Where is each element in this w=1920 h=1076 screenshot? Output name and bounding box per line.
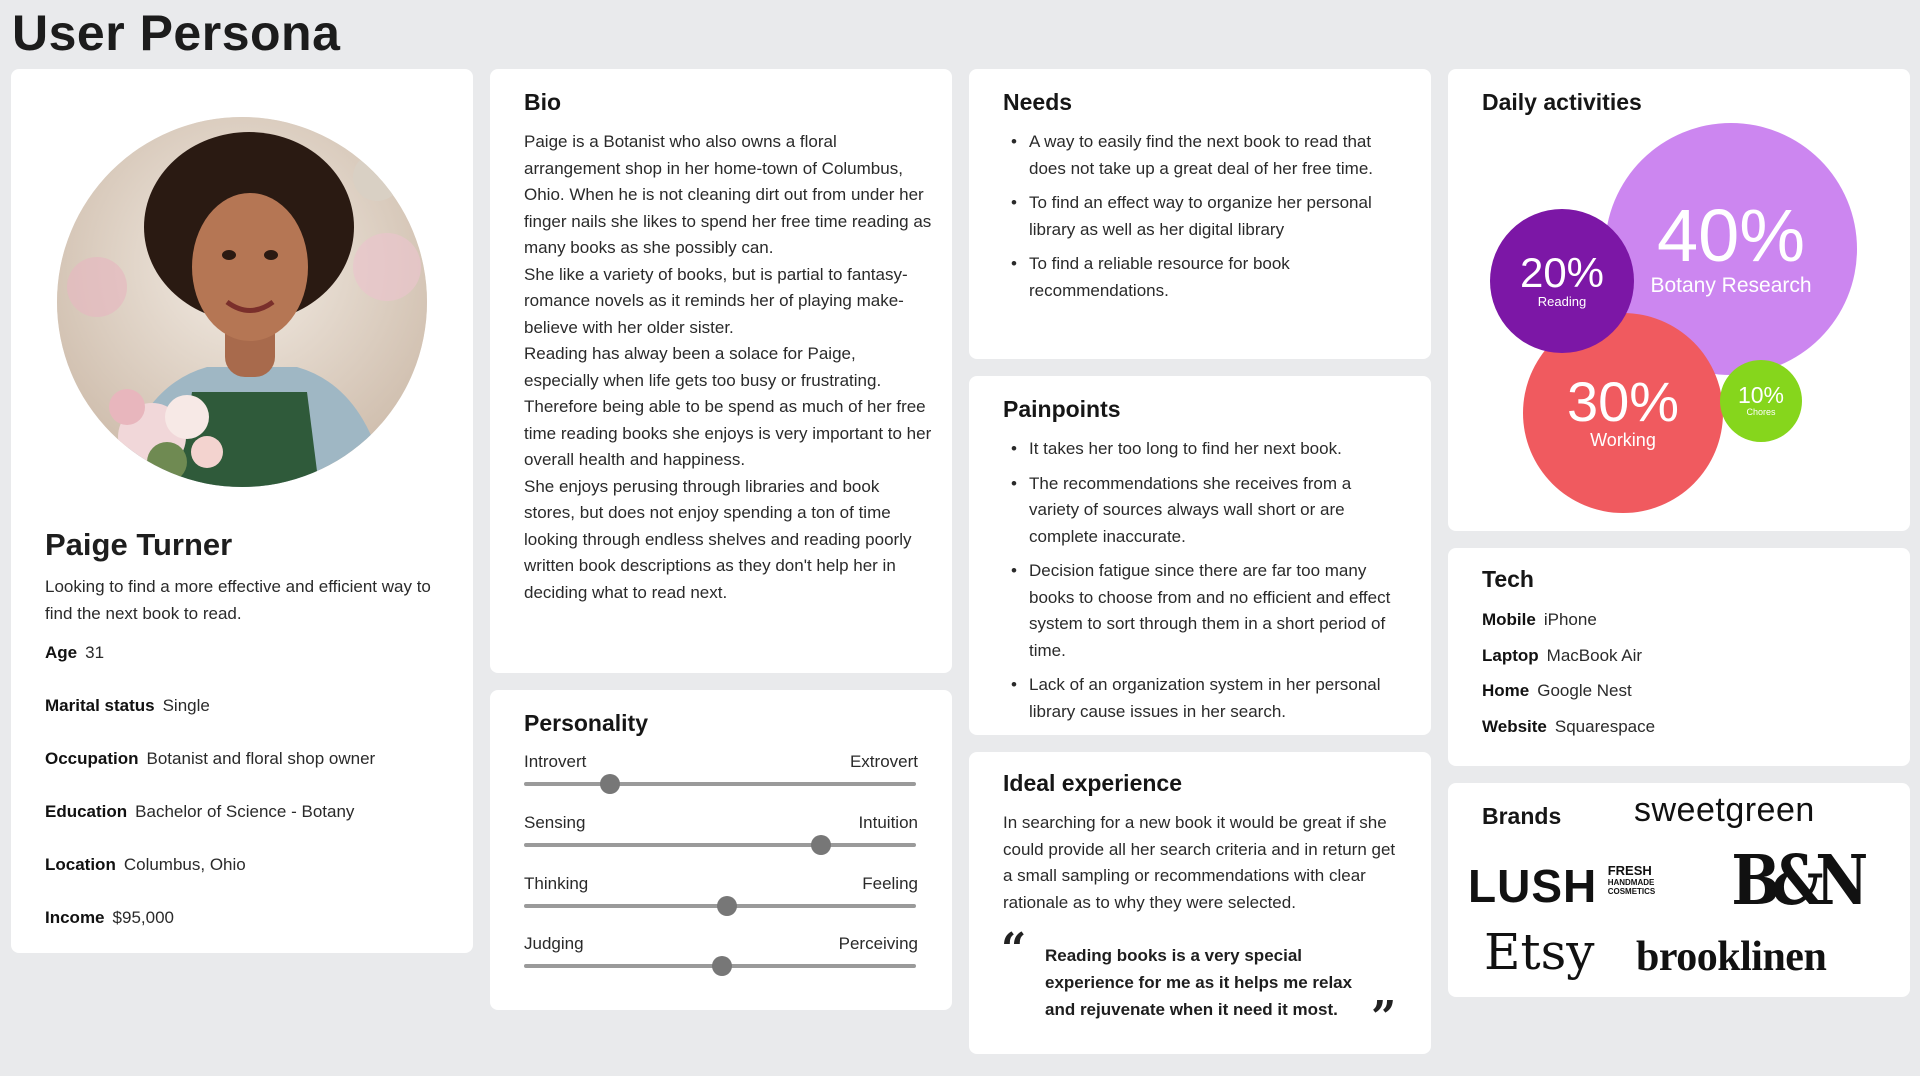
fact-value: 31 (85, 643, 105, 662)
tech-card (1448, 548, 1910, 766)
tech-home (1482, 681, 1655, 717)
list-item: • Lack of an organization system in her personal library cause issues in her search. (1003, 672, 1403, 725)
scale-left-label: Thinking (524, 874, 589, 893)
scale-right-label: Extrovert (849, 752, 918, 771)
open-quote-icon: “ (1001, 924, 1027, 975)
scale-left-label: Introvert (524, 752, 587, 771)
daily-activities-card (1448, 69, 1910, 531)
profile-card (11, 69, 473, 953)
tech-mobile (1482, 610, 1655, 646)
scale-right-label: Intuition (858, 813, 918, 832)
list-item: • Decision fatigue since there are far too many books to choose from and no efficient and effect system to sort through them in a short period of time. (1003, 558, 1403, 664)
daily-heading: Daily activities (1482, 89, 1642, 115)
painpoints-heading: Painpoints (1003, 396, 1121, 422)
tech-laptop (1482, 646, 1655, 682)
close-quote-icon: ” (1371, 992, 1397, 1043)
personality-scale (524, 934, 918, 954)
bio-paragraph: She like a variety of books, but is partial to fantasy-romance novels as it reminds her of playing make-believe with her older sister. (524, 264, 908, 337)
tech-value: Squarespace (1554, 716, 1656, 736)
activity-bubble-reading (1490, 209, 1634, 353)
list-item: • The recommendations she receives from a variety of sources always wall short or are complete inaccurate. (1003, 471, 1403, 551)
lush-wordmark: LUSH (1468, 860, 1598, 912)
lush-sub-line: FRESH (1607, 863, 1652, 878)
fact-value: Single (162, 696, 210, 715)
persona-name: Paige Turner (45, 527, 233, 562)
fact-value: Columbus, Ohio (123, 855, 246, 874)
fact-label: Occupation (45, 749, 139, 768)
lush-subtext (1608, 864, 1656, 896)
tech-label: Home (1482, 681, 1530, 700)
list-item: • It takes her too long to find her next book. (1003, 436, 1403, 463)
tech-label: Mobile (1482, 610, 1536, 629)
painpoints-card (969, 376, 1431, 735)
tech-value: Google Nest (1537, 681, 1632, 700)
bio-card (490, 69, 952, 673)
personality-heading: Personality (524, 710, 648, 736)
fact-marital-status (45, 696, 375, 749)
tech-label: Website (1482, 716, 1547, 736)
needs-list (1003, 129, 1403, 312)
bio-paragraph: Reading has alway been a solace for Paige, especially when life gets too busy or frustrating. Therefore being able to be spend as much of her free time reading books she enjoys is very important to her overall health and happiness. (524, 344, 932, 469)
scale-track (524, 782, 916, 786)
personality-scale (524, 813, 918, 833)
ideal-text: In searching for a new book it would be great if she could provide all her search criteria and in return get a small sampling or recommendations with clear rationale as to why they were selected. (1003, 813, 1396, 912)
fact-label: Income (45, 908, 105, 927)
scale-knob[interactable] (811, 835, 831, 855)
activity-percent: 30% (1566, 370, 1680, 434)
list-item: • A way to easily find the next book to read that does not take up a great deal of her free time. (1003, 129, 1403, 182)
persona-facts (45, 643, 375, 961)
list-item: • To find an effect way to organize her personal library as well as her digital library (1003, 190, 1403, 243)
scale-track (524, 904, 916, 908)
fact-label: Education (45, 802, 128, 821)
ideal-experience-card (969, 752, 1431, 1054)
personality-card (490, 690, 952, 1010)
brands-heading: Brands (1482, 803, 1562, 829)
fact-label: Age (45, 643, 78, 662)
scale-left-label: Sensing (524, 813, 586, 832)
scale-track (524, 964, 916, 968)
activity-percent: 40% (1656, 194, 1806, 278)
activity-bubble-chores (1720, 360, 1802, 442)
persona-tagline: Looking to find a more effective and efficient way to find the next book to read. (45, 577, 431, 623)
brands-card (1448, 783, 1910, 997)
activity-percent: 20% (1519, 249, 1605, 297)
tech-list (1482, 610, 1655, 752)
painpoints-list (1003, 436, 1403, 733)
brand-logo-brooklinen: brooklinen (1636, 934, 1827, 980)
persona-quote: Reading books is a very special experience for me as it helps me relax and rejuvenate when it need it most. (1045, 946, 1353, 1019)
persona-photo (57, 117, 427, 487)
tech-heading: Tech (1482, 566, 1534, 592)
personality-scale (524, 752, 918, 772)
personality-scale (524, 874, 918, 894)
tech-value: MacBook Air (1546, 645, 1643, 665)
brand-logo-barnes-noble: B&N (1731, 841, 1860, 921)
scale-knob[interactable] (717, 896, 737, 916)
scale-left-label: Judging (524, 934, 584, 953)
fact-value: Botanist and floral shop owner (146, 749, 376, 768)
needs-heading: Needs (1003, 89, 1073, 115)
brand-logo-sweetgreen: sweetgreen (1634, 791, 1815, 829)
tech-website (1482, 717, 1655, 753)
scale-right-label: Feeling (862, 874, 918, 893)
page-title: User Persona (12, 5, 341, 61)
list-item: • To find a reliable resource for book recommendations. (1003, 251, 1403, 304)
tech-value: iPhone (1543, 610, 1597, 629)
brand-logo-etsy: Etsy (1484, 923, 1595, 981)
activity-percent: 10% (1737, 382, 1785, 409)
ideal-heading: Ideal experience (1003, 770, 1182, 796)
fact-income (45, 908, 375, 961)
bio-paragraph: She enjoys perusing through libraries and book stores, but does not enjoy spending a ton of time looking through endless shelves and reading poorly written book descriptions as they don't help her in deciding what to read next. (524, 476, 912, 602)
activity-label: Chores (1746, 407, 1776, 418)
fact-value: $95,000 (112, 908, 174, 927)
fact-occupation (45, 749, 375, 802)
bio-text (524, 129, 934, 606)
activity-label: Working (1590, 430, 1656, 451)
activity-label: Reading (1537, 294, 1587, 310)
fact-location (45, 855, 375, 908)
fact-education (45, 802, 375, 855)
fact-value: Bachelor of Science - Botany (135, 802, 355, 821)
scale-track (524, 843, 916, 847)
scale-right-label: Perceiving (838, 934, 918, 953)
brand-logo-lush (1468, 859, 1655, 913)
lush-sub-line: HANDMADE (1607, 878, 1655, 887)
lush-sub-line: COSMETICS (1607, 887, 1656, 896)
activity-label: Botany Research (1650, 274, 1812, 298)
scale-knob[interactable] (712, 956, 732, 976)
fact-age (45, 643, 375, 696)
bio-paragraph: Paige is a Botanist who also owns a floral arrangement shop in her home-town of Columbus, Ohio. When he is not cleaning dirt out from under her finger nails she likes to spend her free time reading as many books as she possibly can. (524, 132, 932, 257)
needs-card (969, 69, 1431, 359)
fact-label: Marital status (45, 696, 155, 715)
tech-label: Laptop (1482, 645, 1539, 665)
bio-heading: Bio (524, 89, 562, 115)
fact-label: Location (45, 855, 116, 874)
scale-knob[interactable] (600, 774, 620, 794)
